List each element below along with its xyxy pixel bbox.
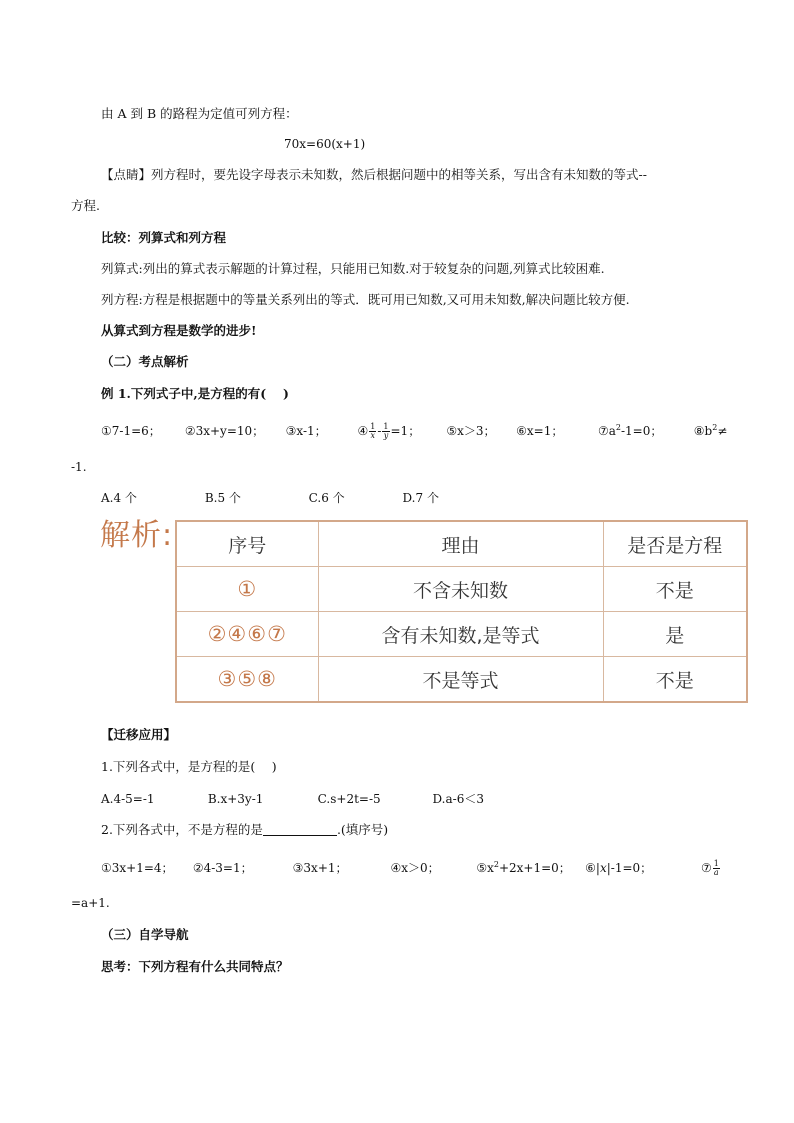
section-heading-2: （二）考点解析 [101,354,189,369]
ex1-item-4-circle: ④ [357,424,369,438]
text-line-progress: 从算式到方程是数学的进步! [101,323,257,338]
text-line-dianjing: 【点睛】列方程时，要先设字母表示未知数，然后根据问题中的相等关系，写出含有未知数的等式-- [101,167,647,182]
fraction-1-over-y: $\frac{1}{y}$ [383,422,389,440]
q2-item-7-tail: =a+1. [71,896,110,910]
ex1-item-1: ①7-1=6； [101,424,161,438]
think-question [101,959,289,975]
ex1-item-4: ④ $\frac{1}{x}$ - $\frac{1}{y}$ =1； [357,422,421,440]
ex1-item-5: ⑤x＞3； [446,424,496,438]
q1-choice-c: C.s+2t=-5 [317,792,381,806]
ex1-item-3: ③x-1； [285,424,327,438]
ex1-item-8-tail: -1. [71,460,87,474]
q1-choice-b: B.x+3y-1 [207,792,264,806]
ex1-item-6: ⑥x=1； [516,424,564,438]
q2-item-3: ③3x+1； [292,861,348,875]
q2-item-7: ⑦ $\frac{1}{a}$ [700,859,719,877]
table-header-cell: 理由 [318,521,603,567]
transfer-q1-choices [101,791,484,807]
table-row [176,657,747,703]
table-row [176,612,747,657]
q2-item-5: ⑤x2+2x+1=0； [476,860,571,875]
table-header-row [176,521,747,567]
q2-item-1: ①3x+1=4； [101,861,174,875]
text-line-suanshi: 列算式:列出的算式表示解题的计算过程，只能用已知数.对于较复杂的问题,列算式比较困难. [101,261,605,276]
ex1-choice-a: A.4 个 [101,491,137,505]
table-cell-reason: 含有未知数,是等式 [318,612,603,657]
q2-item-2: ②4-3=1； [192,861,253,875]
analysis-table [175,520,748,703]
table-cell-reason: 不含未知数 [318,567,603,612]
ex1-item-2: ②3x+y=10； [184,424,265,438]
table-header-cell: 序号 [176,521,318,567]
ex1-choice-d: D.7 个 [402,491,439,505]
text-line-route: 由 A 到 B 的路程为定值可列方程： [101,106,298,121]
text-line-dianjing-end: 方程. [71,198,100,213]
table-cell-result: 是 [603,612,747,657]
example-1-choices [101,490,439,506]
transfer-question-1: 1.下列各式中，是方程的是( ) [101,759,277,774]
analysis-label: 解析: [100,518,174,553]
table-cell-result: 不是 [603,567,747,612]
transfer-question-2: 2.下列各式中，不是方程的是 .(填序号) [101,822,389,837]
answer-blank[interactable] [263,823,337,836]
table-cell-number: ① [176,567,318,612]
example-1-items [101,423,727,441]
q2-item-6: ⑥|x|-1=0； [585,861,653,875]
table-cell-number: ②④⑥⑦ [176,612,318,657]
example-1-text: 例 1.下列式子中,是方程的有( ) [101,386,289,401]
equation-70x: 70x=60(x+1) [284,137,366,151]
table-cell-number: ③⑤⑧ [176,657,318,703]
q1-choice-d: D.a-6＜3 [432,792,484,806]
fraction-1-over-x: $\frac{1}{x}$ [370,422,376,440]
think-text: 思考：下列方程有什么共同特点？ [101,959,289,974]
table-cell-result: 不是 [603,657,747,703]
text-line-fangcheng: 列方程:方程是根据题中的等量关系列出的等式．既可用已知数,又可用未知数,解决问题比较方便. [101,292,630,307]
compare-label: 比较：列算式和列方程 [101,230,227,245]
transfer-q2-items [101,860,721,878]
section-heading-3: （三）自学导航 [101,927,189,942]
transfer-heading: 【迁移应用】 [101,727,177,742]
example-1-question [101,386,289,402]
table-cell-reason: 不是等式 [318,657,603,703]
ex1-choice-c: C.6 个 [308,491,345,505]
heading-compare [101,230,226,246]
ex1-item-8: ⑧b2≠ [693,423,728,438]
table-row [176,567,747,612]
table-header-cell: 是否是方程 [603,521,747,567]
fraction-1-over-a: $\frac{1}{a}$ [713,859,719,877]
q2-item-4: ④x＞0； [390,861,440,875]
ex1-choice-b: B.5 个 [204,491,241,505]
ex1-item-7: ⑦a2-1=0； [597,423,663,438]
q1-choice-a: A.4-5=-1 [101,792,155,806]
